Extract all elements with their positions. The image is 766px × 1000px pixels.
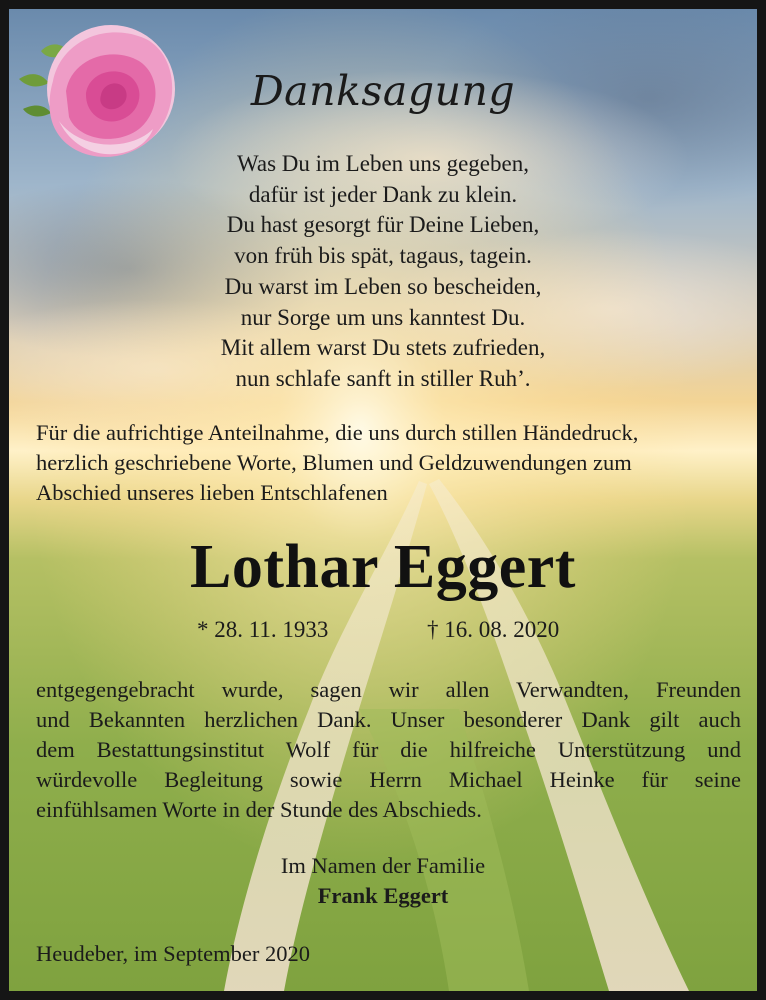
poem-line: Du hast gesorgt für Deine Lieben,	[226, 212, 540, 238]
poem-line: Was Du im Leben uns gegeben,	[237, 151, 529, 176]
place-date: Heudeber, im September 2020	[36, 941, 311, 966]
poem-line: von früh bis spät, tagaus, tagein.	[234, 243, 532, 269]
thanks-line: entgegengebracht wurde, sagen wir allen Verwandten, Freunden	[36, 677, 741, 702]
thanks-paragraph	[36, 675, 741, 825]
heading-danksagung: Danksagung	[250, 67, 516, 115]
thanks-line: und Bekannten herzlichen Dank. Unser besonderer Dank gilt auch	[36, 707, 741, 732]
poem-line: dafür ist jeder Dank zu klein.	[248, 181, 518, 207]
poem-line: nur Sorge um uns kanntest Du.	[240, 304, 526, 330]
poem-line: nun schlafe sanft in stiller Ruh’.	[235, 365, 531, 391]
poem-line: Du warst im Leben so bescheiden,	[224, 273, 542, 299]
thanks-line: dem Bestattungsinstitut Wolf für die hilfreiche Unterstützung und	[36, 737, 741, 762]
death-date: † 16. 08. 2020	[427, 617, 560, 642]
birth-date: * 28. 11. 1933	[197, 617, 329, 642]
poem	[9, 149, 757, 395]
thanks-line: würdevolle Begleitung sowie Herrn Michael Heinke für seine	[36, 767, 741, 792]
intro-line: Abschied unseres lieben Entschlafenen	[36, 480, 388, 505]
intro-line: Für die aufrichtige Anteilnahme, die uns durch stillen Händedruck,	[36, 420, 639, 445]
poem-line: Mit allem warst Du stets zufrieden,	[220, 335, 546, 361]
deceased-name: Lothar Eggert	[190, 533, 576, 601]
intro-paragraph	[36, 418, 741, 508]
signature-line: Im Namen der Familie	[280, 853, 486, 878]
thanks-line: einfühlsamen Worte in der Stunde des Abschieds.	[36, 797, 482, 822]
signature-name: Frank Eggert	[317, 883, 449, 908]
intro-line: herzlich geschriebene Worte, Blumen und Geldzuwendungen zum	[36, 450, 632, 475]
obituary-content	[9, 9, 757, 991]
